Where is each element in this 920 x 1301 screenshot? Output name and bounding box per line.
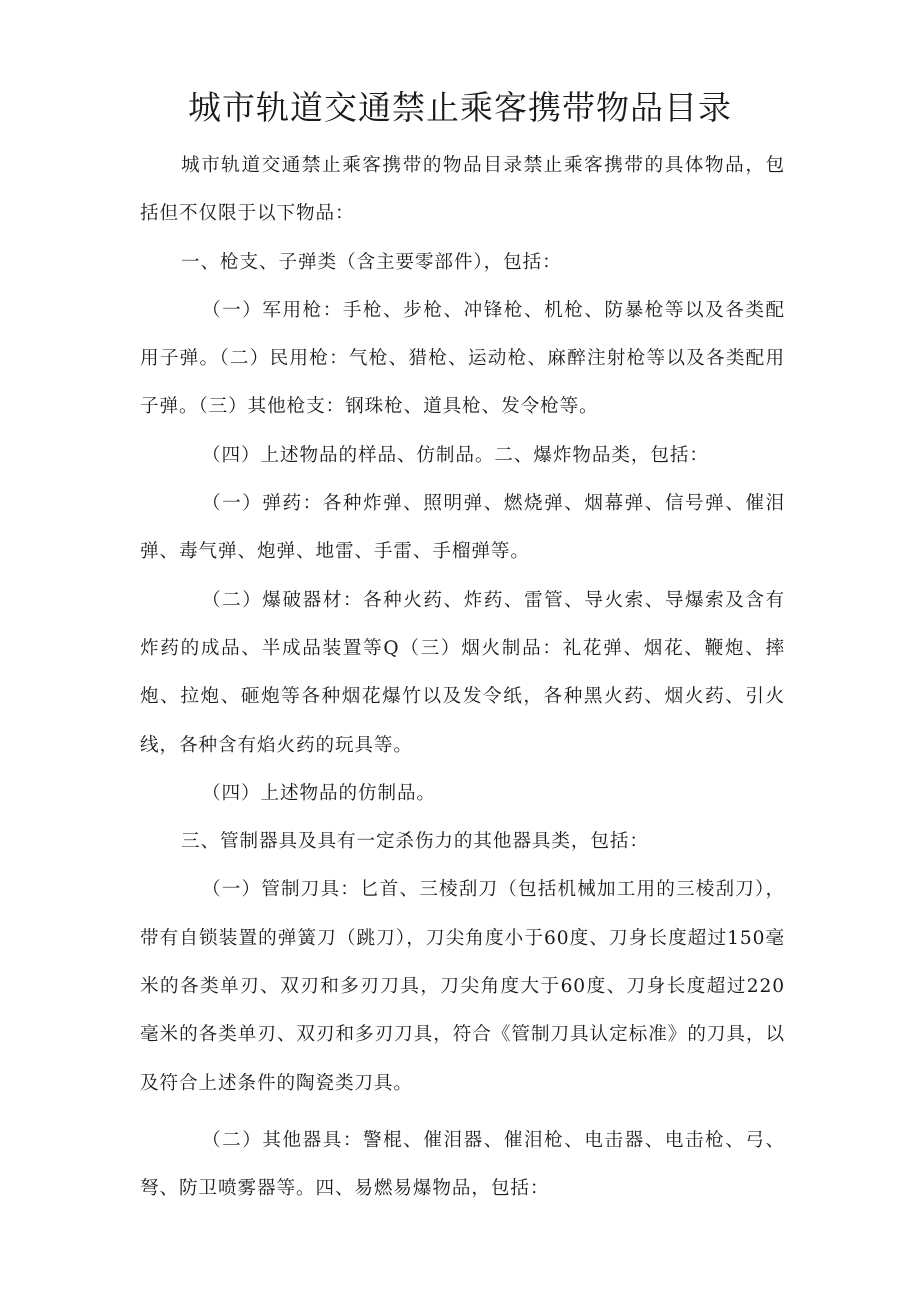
paragraph-section-3-heading: 三、管制器具及具有一定杀伤力的其他器具类，包括： <box>181 831 649 853</box>
paragraph-gun-replicas: （四）上述物品的样品、仿制品。二、爆炸物品类，包括： <box>202 444 709 466</box>
paragraph-ammunition: （一）弹药：各种炸弹、照明弹、燃烧弹、烟幕弹、信号弹、催泪弹、毒气弹、炮弹、地雷、手雷、手榴弹等。 <box>140 493 785 563</box>
paragraph-controlled-knives: （一）管制刀具：匕首、三棱刮刀（包括机械加工用的三棱刮刀），带有自锁装置的弹簧刀（跳刀），刀尖角度小于60度、刀身长度超过150毫米的各类单刃、双刃和多刃刀具，刀尖角度大于60度、刀身长度超过220毫米的各类单刃、双刃和多刃刀具，符合《管制刀具认定标准》的刀具，以及符合上述条件的陶瓷类刀具。 <box>140 879 785 1094</box>
paragraph-intro: 城市轨道交通禁止乘客携带的物品目录禁止乘客携带的具体物品，包括但不仅限于以下物品： <box>140 155 785 225</box>
document-body <box>140 142 785 1214</box>
paragraph-other-tools: （二）其他器具：警棍、催泪器、催泪枪、电击器、电击枪、弓、弩、防卫喷雾器等。四、易燃易爆物品，包括： <box>140 1129 785 1200</box>
paragraph-explosive-replicas: （四）上述物品的仿制品。 <box>202 782 436 804</box>
paragraph-guns: （一）军用枪：手枪、步枪、冲锋枪、机枪、防暴枪等以及各类配用子弹。（二）民用枪：气枪、猎枪、运动枪、麻醉注射枪等以及各类配用子弹。（三）其他枪支：钢珠枪、道具枪、发令枪等。 <box>140 299 785 418</box>
paragraph-explosives: （二）爆破器材：各种火药、炸药、雷管、导火索、导爆索及含有炸药的成品、半成品装置等Q（三）烟火制品：礼花弹、烟花、鞭炮、摔炮、拉炮、砸炮等各种烟花爆竹以及发令纸，各种黑火药、烟火药、引火线，各种含有焰火药的玩具等。 <box>140 589 785 756</box>
paragraph-section-1-heading: 一、枪支、子弹类（含主要零部件），包括： <box>181 251 562 273</box>
document-title: 城市轨道交通禁止乘客携带物品目录 <box>188 88 732 127</box>
